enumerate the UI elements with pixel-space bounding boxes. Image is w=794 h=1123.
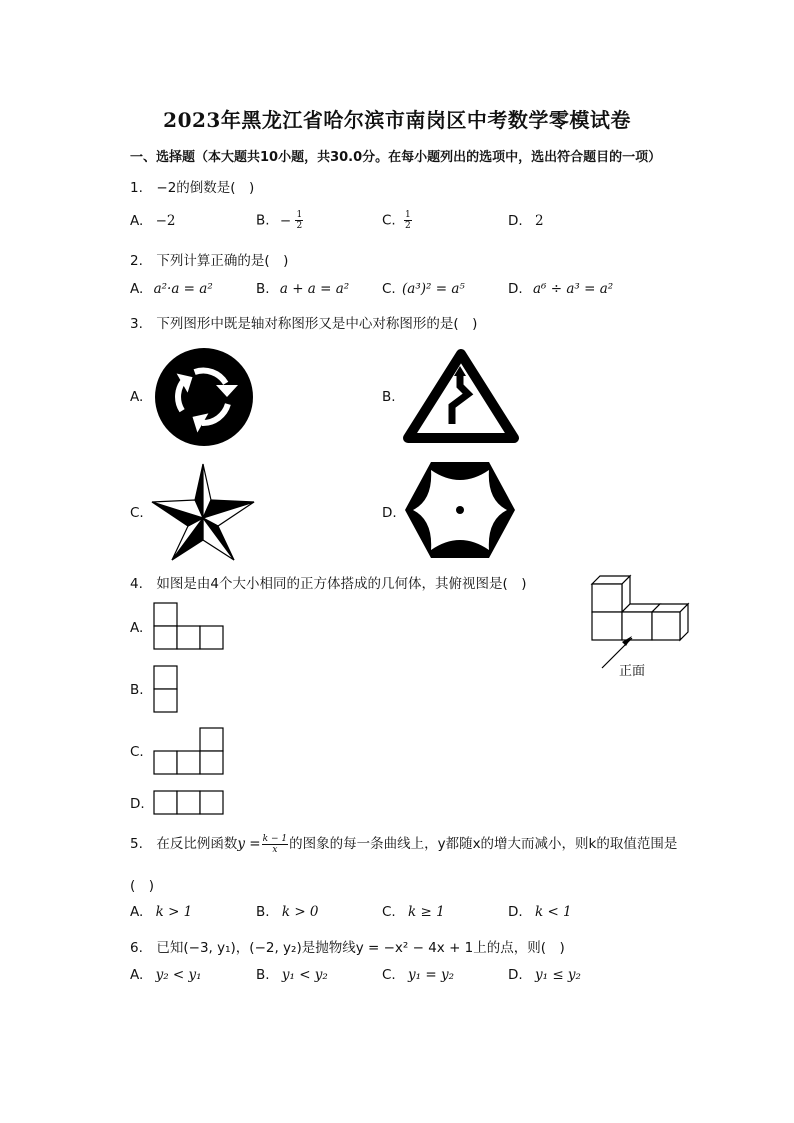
option-label: B. [256,967,270,983]
question-6-stem: 6. 已知(−3, y₁)，(−2, y₂)是抛物线y = −x² − 4x + 1上的点，则( ) [130,940,565,956]
section-heading: 一、选择题（本大题共10小题，共30.0分。在每小题列出的选项中，选出符合题目的一项） [130,150,662,165]
stem-suffix: 的图象的每一条曲线上，y都随x的增大而减小，则k的取值范围是 [289,836,678,852]
q3-option-d-label: D. [382,505,397,521]
option-label: D. [508,904,523,920]
option-value: y₁ ≤ y₂ [534,967,581,983]
q1-option-c [382,210,412,231]
option-label: B. [256,212,270,229]
q4-option-b-grid [153,665,179,713]
option-label: B. [256,904,270,920]
fraction-denominator: 2 [405,221,411,231]
q4-option-c-grid [153,727,225,775]
q3-option-c-label: C. [130,505,144,521]
fraction-denominator: x [272,844,278,855]
q2-option-d [508,281,613,297]
option-label: A. [130,904,144,920]
question-5-stem [130,832,677,855]
question-5-tail: ( ) [130,878,155,894]
option-label: B. [256,281,270,297]
option-value: k ≥ 1 [408,904,445,920]
q4-option-a-grid [153,602,225,650]
q6-option-d [508,967,581,983]
option-label: D. [508,967,523,983]
nautical-star-icon [150,462,256,562]
q2-option-b [256,281,349,297]
q3-option-a-label: A. [130,389,144,405]
function-lhs: y = [237,836,261,852]
fraction-denominator: 2 [296,221,303,231]
q4-option-d-grid [153,790,225,816]
q2-option-c [382,281,465,297]
q1-option-a [130,213,176,229]
option-value: y₁ = y₂ [408,967,454,983]
q4-option-b-label: B. [130,682,144,698]
q6-option-b [256,967,328,983]
option-label: A. [130,281,144,297]
option-value: y₁ < y₂ [281,967,328,983]
option-sign: − [279,212,292,229]
stem-prefix: 5. 在反比例函数 [130,836,238,852]
q5-option-c [382,904,445,920]
q6-option-c [382,967,454,983]
fraction-numerator: k − 1 [262,833,288,844]
option-value: k > 1 [155,904,193,920]
fraction-numerator: 1 [405,210,411,220]
q5-option-d [508,904,572,920]
question-3-stem: 3. 下列图形中既是轴对称图形又是中心对称图形的是( ) [130,316,478,332]
option-value: a + a = a² [279,281,350,297]
option-label: A. [130,213,144,229]
option-label: D. [508,213,523,229]
front-view-label: 正面 [619,664,646,679]
option-value: a⁶ ÷ a³ = a² [532,281,614,297]
option-value: 2 [534,213,544,229]
fraction-numerator: 1 [296,210,303,220]
q5-option-b [256,904,319,920]
q4-option-a-label: A. [130,620,144,636]
question-2-stem: 2. 下列计算正确的是( ) [130,253,289,269]
question-1-stem: 1. −2的倒数是( ) [130,180,255,196]
q4-option-c-label: C. [130,744,144,760]
exam-title: 2023年黑龙江省哈尔滨市南岗区中考数学零模试卷 [163,108,631,132]
option-value: y₂ < y₁ [155,967,202,983]
option-label: A. [130,967,144,983]
option-value: a²·a = a² [153,281,213,297]
option-value: k > 0 [281,904,319,920]
q3-option-b-label: B. [382,389,396,405]
option-label: C. [382,281,396,297]
option-label: C. [382,967,396,983]
winding-road-sign-icon [402,348,520,444]
q4-option-d-label: D. [130,796,145,812]
q5-option-a [130,904,192,920]
option-label: C. [382,212,396,229]
question-4-stem: 4. 如图是由4个大小相同的正方体搭成的几何体，其俯视图是( ) [130,576,527,592]
option-value: k < 1 [534,904,572,920]
option-value: −2 [155,213,176,229]
option-label: C. [382,904,396,920]
q6-option-a [130,967,202,983]
roundabout-sign-icon [154,347,254,447]
hexagon-arc-icon [403,460,517,560]
option-label: D. [508,281,523,297]
q2-option-a [130,281,213,297]
q1-option-b [256,210,303,231]
option-value: (a³)² = a⁵ [402,281,465,297]
q1-option-d [508,213,544,229]
